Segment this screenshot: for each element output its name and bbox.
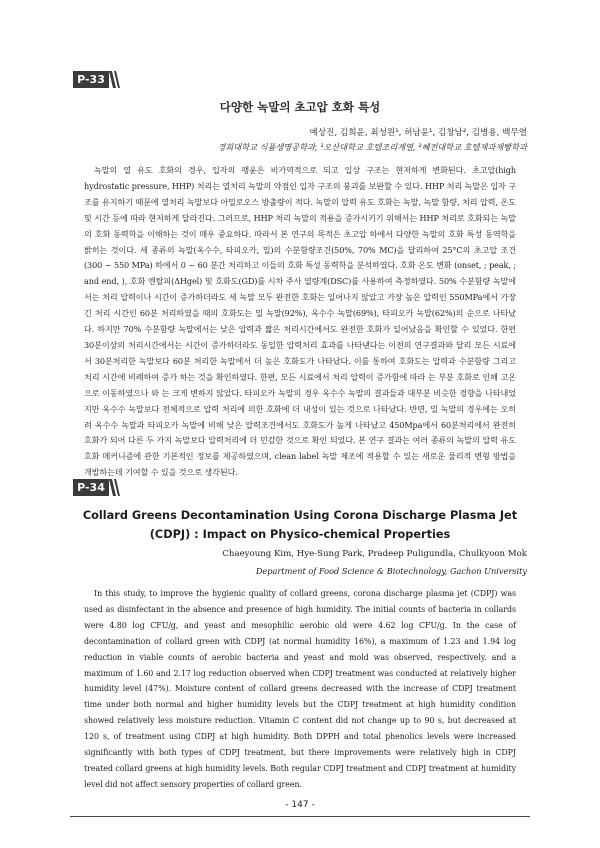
tag-stripe-decoration [109,71,121,88]
author-list: 예상진, 김희윤, 최성원¹, 허남윤¹, 김창남², 김병용, 백무열 [309,128,527,138]
abstract-number: P-33 [73,71,109,88]
affiliation-list: Department of Food Science & Biotechnology, Gachon University [255,566,527,576]
abstract-body: In this study, to improve the hygienic quality of collard greens, corona discharge plasma jet (CDPJ) was used as disinfectant in the absence and presence of high humidity. The initial counts of bacteria in collards were 4.80 log CFU/g, and yeast and mesophilic aerobic old were 4.62 log CFU/g. In the case of decontamination of collard green with CDPJ (at normal humidity 16%), a maximum of 1.23 and 1.94 log reduction in viable counts of aerobic bacteria and yeast and mold was observed, respectively. and a maximum of 1.60 and 2.17 log reduction observed when CDPJ treatment was conducted at relatively higher humidity level (47%). Moisture content of collard greens decreased with the increase of CDPJ treatment time under both normal and higher humidity levels but the CDPJ treatment at high humidity condition showed relatively less moisture reduction. Vitamin C content did not change up to 90 s, but decreased at 120 s, of treatment using CDPJ at high humidity. Both DPPH and total phenolics levels were increased significantly with both types of CDPJ treatment, but there improvements were relatively high in CDPJ treated collard greens at high humidity levels. Both regular CDPJ treatment and CDPJ treatment at humidity level did not affect sensory properties of collard green. [84,589,516,789]
abstract-tag-p33 [73,71,119,88]
page-number: - 147 - [285,800,315,810]
abstract-body: 녹말의 열 유도 호화의 경우, 입자의 팽윤은 비가역적으로 되고 입상 구조는 현저하게 변화된다. 초고압(high hydrostatic pressure, HHP) 처리는 열처리 녹말의 약점인 입자 구조의 붕괴를 보완할 수 있다. HHP 처리 녹말은 입자 구조를 유지하기 때문에 열처리 녹말보다 아밀로오스 방출량이 적다. 녹말의 압력 유도 호화는 녹말, 녹말 함량, 처리 압력, 온도 및 시간 등에 따라 현저하게 달라진다. 그러므로, HHP 처리 녹말의 적용을 증가시키기 위해서는 HHP 처리로 호화되는 녹말의 호화 동력학을 이해하는 것이 매우 중요하다. 따라서 본 연구의 목적은 초고압 하에서 다양한 녹말의 호화 특성 동역학을 밝히는 것이다. 세 종류의 녹말(옥수수, 타피오카, 밀)의 수분함량조건(50%, 70% MC)을 달리하여 25°C의 초고압 조건(300 ~ 550 MPa) 하에서 0 ~ 60 분간 처리하고 이들의 호화 특성 동력학을 분석하였다. 호화 온도 변화 (onset, ; peak, ; and end, ), 호화 엔탈피(ΔHgel) 및 호화도(GD)를 시차 주사 열량계(DSC)를 사용하여 측정하였다. 50% 수분함량 녹말에서는 처리 압력이나 시간이 증가하더라도 세 녹말 모두 완전한 호화는 일어나지 않았고 가장 높은 압력인 550MPa에서 가장 긴 처리 시간인 60분 처리하였을 때의 호화도는 밀 녹말(92%), 옥수수 녹말(69%), 타피오카 녹말(62%)의 순으로 나타났다. 하지만 70% 수분함량 녹말에서는 낮은 압력과 짧은 처리시간에서도 완전한 호화가 일어났음을 확인할 수 있었다. 한편 30분이상의 처리시간에서는 시간이 증가하더라도 동일한 압력처리 효과를 나타낸다는 이전의 연구결과와 달리 모든 시료에서 30분처리한 녹말보다 60분 처리한 녹말에서 더 높은 호화도가 나타났다. 이를 통하여 호화도는 압력과 수분함량 그리고 처리 시간에 비례하여 증가 하는 것을 확인하였다. 한편, 모든 시료에서 처리 압력이 증가함에 따라 는 부분 호화로 인해 고온으로 이동하였으나 와 는 크게 변하지 않았다. 타피오카 녹말의 경우 옥수수 녹말의 결과들과 대부분 비슷한 경향을 나타내었지만 옥수수 녹말보다 전체적으로 압력 처리에 의한 호화에 더 내성이 있는 것으로 나타났다. 반면, 밀 녹말의 경우에는 오히려 옥수수 녹말과 타피오카 녹말에 비해 낮은 압력조건에서도 호화도가 높게 나타났고 450Mpa에서 60분처리에서 완전히 호화가 되어 다른 두 가지 녹말보다 압력처리에 더 민감한 것으로 확인 되었다. 본 연구 결과는 여러 종류의 녹말의 압력 유도 호화 메커니즘에 관한 기본적인 정보를 제공하였으며, clean label 녹말 제조에 적용할 수 있는 새로운 물리적 변형 방법을 개발하는데 기여할 수 있을 것으로 생각된다. [84,165,516,478]
abstract-number: P-34 [73,479,109,496]
footer-rule [70,816,530,817]
affiliation-list: 경희대학교 식품생명공학과, ¹오산대학교 호텔조리계열, ²혜전대학교 호텔제과제빵학과 [217,142,527,152]
abstract-title: Collard Greens Decontamination Using Corona Discharge Plasma Jet (CDPJ) : Impact on Physico-chemical Properties [82,509,518,541]
tag-stripe-decoration [109,479,121,496]
abstract-title: 다양한 녹말의 초고압 호화 특성 [219,100,381,114]
author-list: Chaeyoung Kim, Hye-Sung Park, Pradeep Puligundla, Chulkyoon Mok [222,549,527,559]
abstract-tag-p34 [73,479,119,496]
